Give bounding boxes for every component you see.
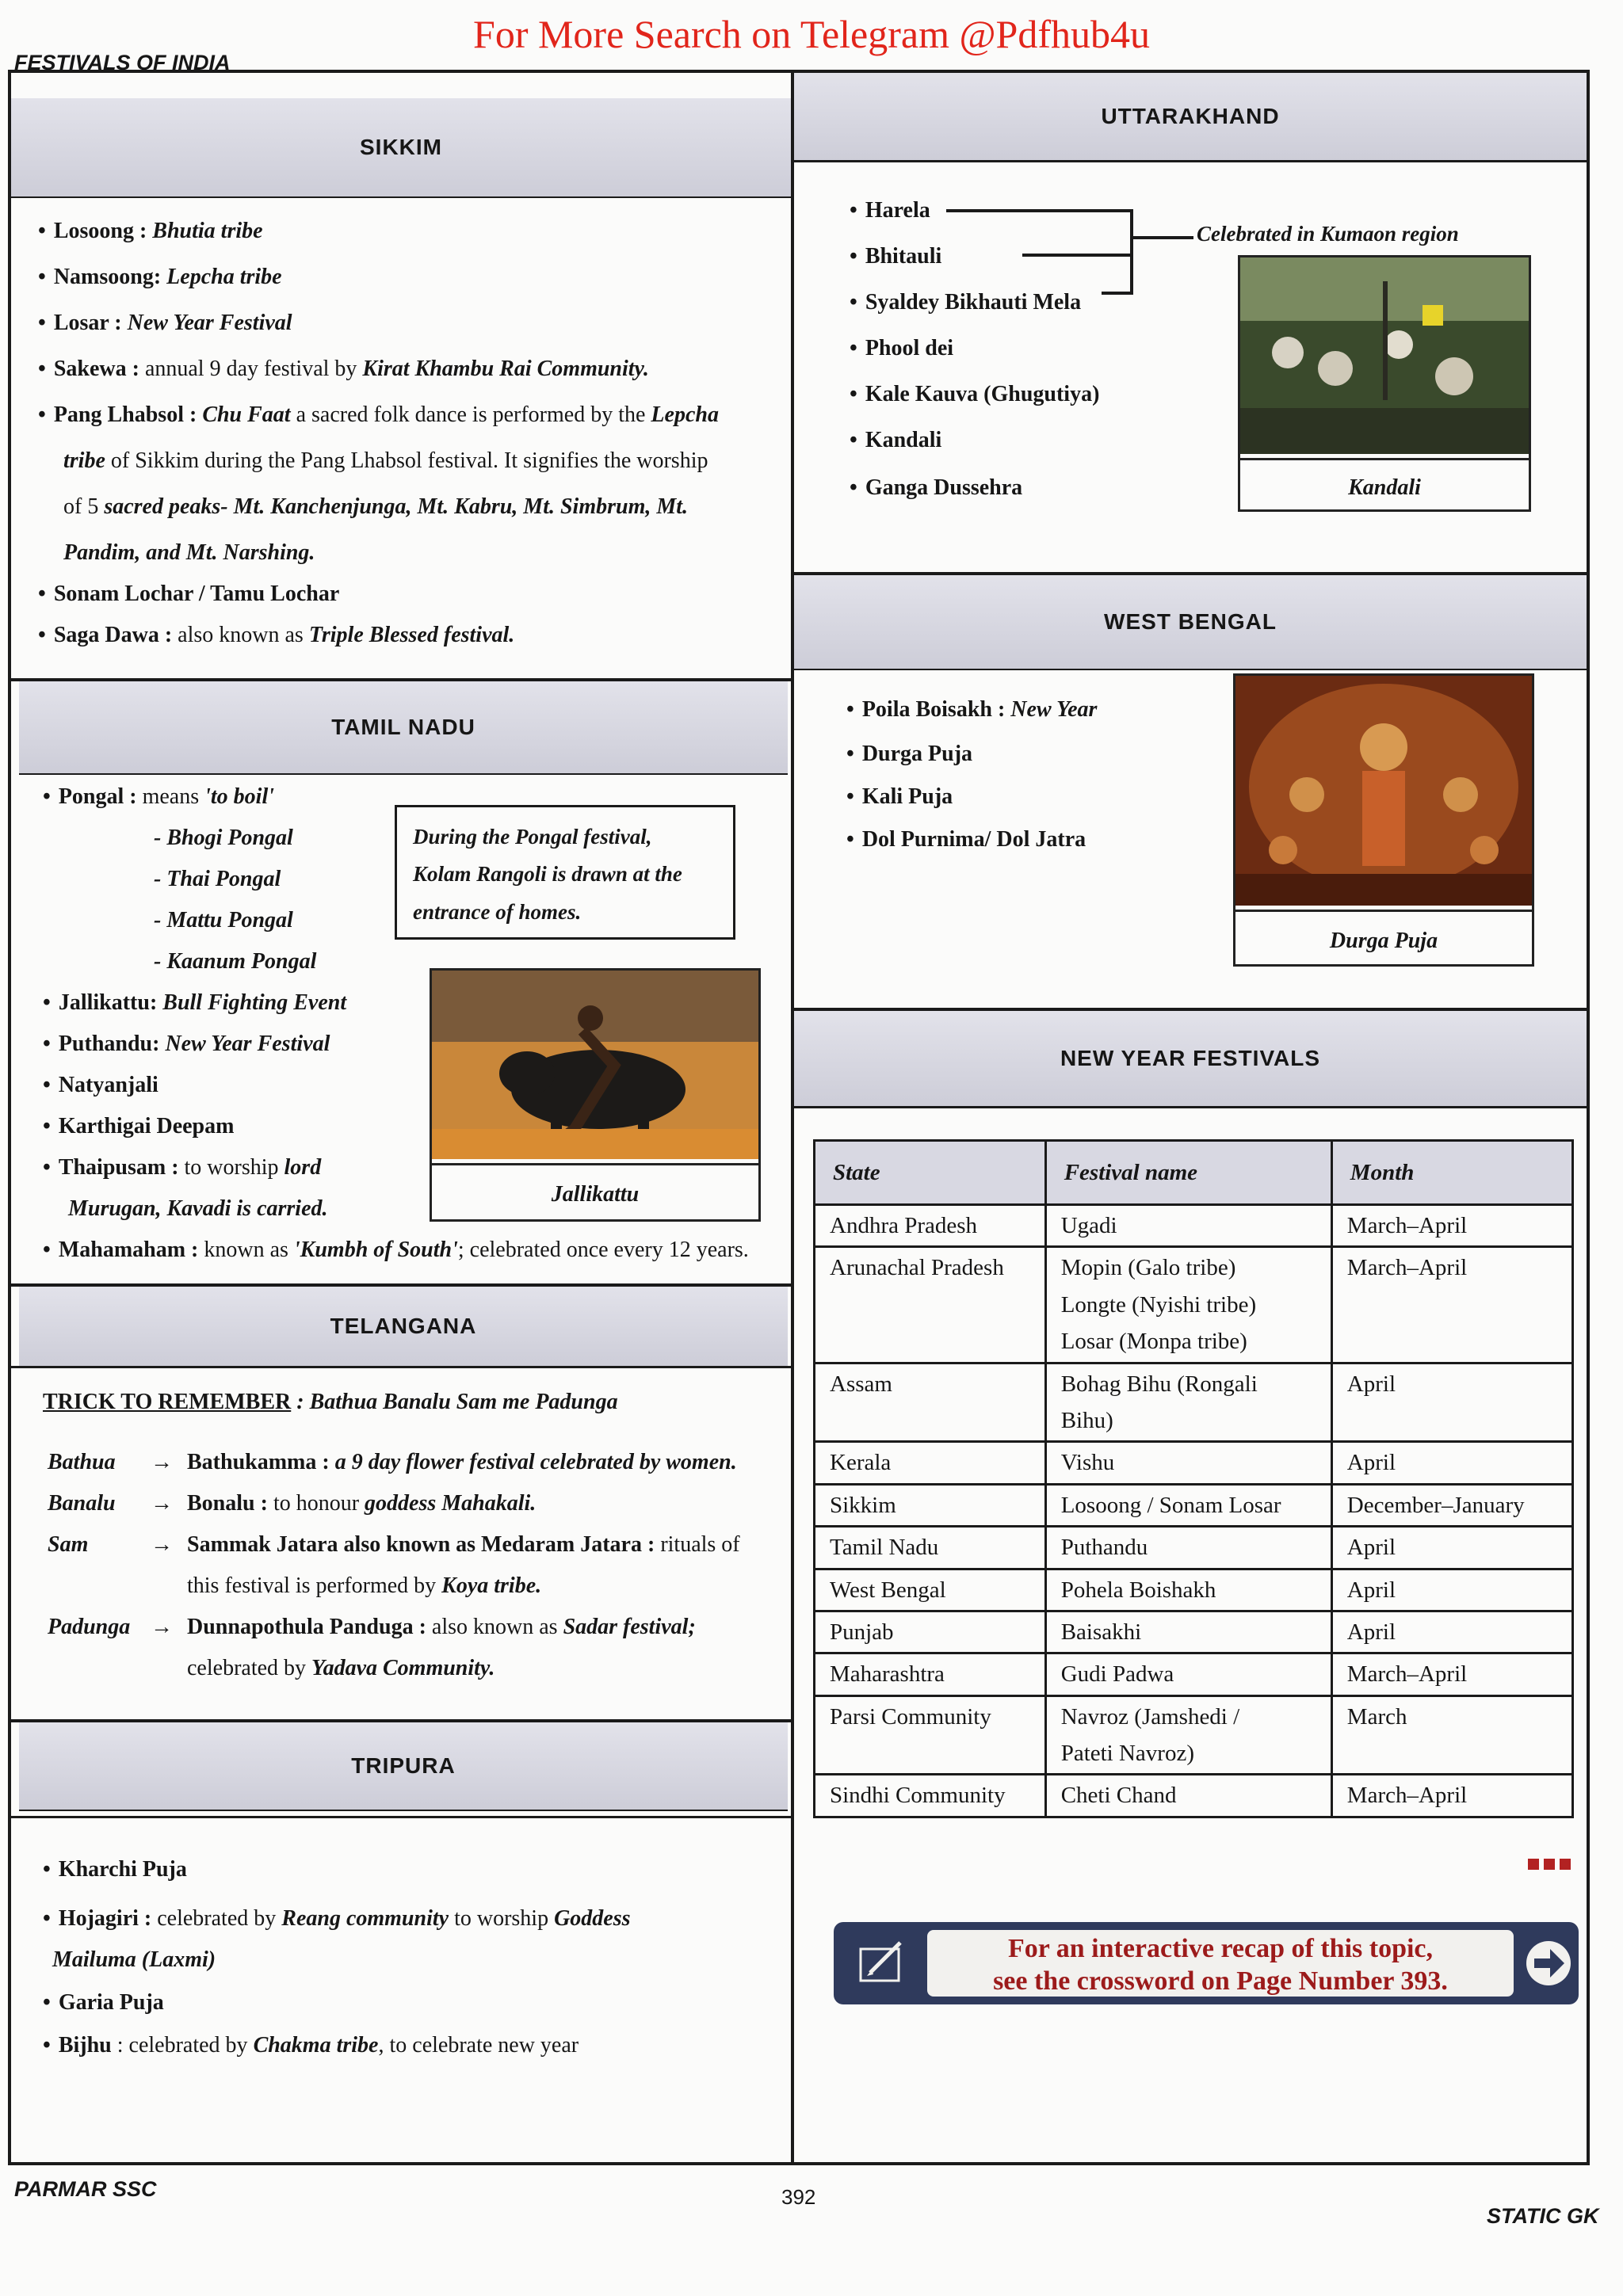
trick-line [43, 1390, 618, 1414]
uttarakhand-title: UTTARAKHAND [1101, 104, 1280, 128]
cell-month: April [1331, 1363, 1572, 1442]
cell-month: April [1331, 1611, 1572, 1653]
list-item: • Jallikattu: Bull Fighting Event [43, 990, 347, 1015]
table-row [815, 1205, 1573, 1247]
list-item: • Poila Boisakh : New Year [846, 697, 1098, 722]
west-bengal-title: WEST BENGAL [1104, 609, 1277, 634]
table-header-row [815, 1141, 1573, 1205]
cell-festival: Pohela Boishakh [1045, 1569, 1331, 1611]
table-row [815, 1569, 1573, 1611]
list-item-cont: of 5 sacred peaks- Mt. Kanchenjunga, Mt. Kabru, Mt. Simbrum, Mt. [63, 494, 689, 519]
divider [794, 1106, 1587, 1108]
list-item-cont: tribe of Sikkim during the Pang Lhabsol festival. It signifies the worship [63, 448, 708, 473]
recap-line: For an interactive recap of this topic, [1007, 1934, 1434, 1963]
section-header-tamil-nadu [19, 681, 788, 775]
cell-month: March–April [1331, 1775, 1572, 1817]
cell-state: Tamil Nadu [815, 1527, 1046, 1569]
sikkim-title: SIKKIM [360, 135, 442, 159]
section-header-telangana [19, 1287, 788, 1367]
new-year-title: NEW YEAR FESTIVALS [1060, 1046, 1321, 1070]
cell-state: Assam [815, 1363, 1046, 1442]
list-item: • Kharchi Puja [43, 1857, 187, 1882]
list-item: • Hojagiri : celebrated by Reang community to worship Goddess [43, 1906, 631, 1931]
table-row [815, 1363, 1573, 1442]
cell-state: Andhra Pradesh [815, 1205, 1046, 1247]
cell-festival: Puthandu [1045, 1527, 1331, 1569]
list-item: • Pongal : means 'to boil' [43, 784, 275, 809]
list-item-cont: Murugan, Kavadi is carried. [68, 1196, 328, 1221]
list-item: • Saga Dawa : also known as Triple Blessed festival. [38, 623, 515, 647]
page-number: 392 [781, 2185, 816, 2209]
cell-festival: Losoong / Sonam Losar [1045, 1484, 1331, 1526]
table-row [815, 1484, 1573, 1526]
trick-row: Sammak Jatara also known as Medaram Jatara : rituals of [187, 1532, 740, 1557]
cell-festival: Mopin (Galo tribe) Longte (Nyishi tribe) Losar (Monpa tribe) [1045, 1247, 1331, 1363]
cell-state: Arunachal Pradesh [815, 1247, 1046, 1363]
trick-row: Bathukamma : a 9 day flower festival celebrated by women. [187, 1450, 737, 1474]
list-item: • Pang Lhabsol : Chu Faat a sacred folk dance is performed by the Lepcha [38, 402, 719, 427]
list-item: • Puthandu: New Year Festival [43, 1032, 330, 1056]
cell-festival: Vishu [1045, 1442, 1331, 1484]
tripura-title: TRIPURA [351, 1753, 456, 1778]
list-item: • Garia Puja [43, 1990, 164, 2015]
cell-state: West Bengal [815, 1569, 1046, 1611]
arrow-icon: → [151, 1615, 173, 1639]
arrow-icon: → [151, 1491, 173, 1516]
arrow-icon: → [151, 1532, 173, 1557]
cell-month: March–April [1331, 1247, 1572, 1363]
footer-right: STATIC GK [1487, 2204, 1599, 2228]
trick-row-cont: this festival is performed by Koya tribe. [187, 1573, 542, 1598]
kumaon-note: Celebrated in Kumaon region [1197, 222, 1459, 246]
trick-label: TRICK TO REMEMBER [43, 1390, 292, 1414]
table-row [815, 1247, 1573, 1363]
trick-row: Bonalu : to honour goddess Mahakali. [187, 1491, 537, 1516]
list-item: • Phool dei [850, 336, 954, 360]
list-item: • Losar : New Year Festival [38, 311, 292, 335]
cell-state: Parsi Community [815, 1695, 1046, 1775]
list-item: • Bhitauli [850, 244, 942, 269]
crossword-recap-banner[interactable] [834, 1922, 1579, 2004]
new-year-table-wrap [813, 1139, 1574, 1818]
cell-festival: Bohag Bihu (Rongali Bihu) [1045, 1363, 1331, 1442]
telangana-list [43, 1390, 788, 1691]
cell-month: March–April [1331, 1653, 1572, 1695]
list-item: • Kale Kauva (Ghugutiya) [850, 382, 1100, 406]
kumaon-bracket [943, 193, 1197, 304]
list-item: • Kali Puja [846, 784, 953, 809]
section-header-sikkim [11, 98, 791, 198]
cell-festival: Ugadi [1045, 1205, 1331, 1247]
kandali-photo [1238, 255, 1531, 512]
trick-key: Padunga [48, 1615, 131, 1639]
divider [11, 1816, 791, 1818]
cell-month: April [1331, 1442, 1572, 1484]
list-item: • Natyanjali [43, 1073, 158, 1097]
kandali-caption: Kandali [1240, 458, 1529, 512]
durga-puja-image [1235, 676, 1532, 906]
list-item: • Sonam Lochar / Tamu Lochar [38, 582, 340, 606]
column-divider [791, 70, 794, 2165]
trick-row-cont: celebrated by Yadava Community. [187, 1656, 495, 1680]
list-item: • Karthigai Deepam [43, 1114, 235, 1138]
list-item: • Ganga Dussehra [850, 475, 1023, 500]
telangana-title: TELANGANA [330, 1314, 477, 1338]
list-item: • Syaldey Bikhauti Mela [850, 290, 1082, 315]
cell-month: March [1331, 1695, 1572, 1775]
list-item-cont: Pandim, and Mt. Narshing. [63, 540, 315, 565]
trick-key: Bathua [48, 1450, 116, 1474]
table-row [815, 1775, 1573, 1817]
list-item: • Thaipusam : to worship lord [43, 1155, 322, 1180]
arrow-right-icon [1523, 1932, 1574, 1995]
decor-squares [1528, 1859, 1575, 1870]
jallikattu-photo [430, 968, 761, 1222]
divider [11, 1366, 791, 1368]
trick-key: Sam [48, 1532, 89, 1557]
list-item: • Durga Puja [846, 742, 973, 766]
telegram-banner: For More Search on Telegram @Pdfhub4u [473, 12, 1150, 56]
cell-festival: Navroz (Jamshedi / Pateti Navroz) [1045, 1695, 1331, 1775]
list-item: • Namsoong: Lepcha tribe [38, 265, 282, 289]
durga-puja-photo [1233, 673, 1534, 967]
pongal-sub-item: - Mattu Pongal [154, 908, 293, 933]
column-header: State [815, 1141, 1046, 1205]
trick-row: Dunnapothula Panduga : also known as Sadar festival; [187, 1615, 696, 1639]
cell-month: December–January [1331, 1484, 1572, 1526]
list-item: • Dol Purnima/ Dol Jatra [846, 827, 1086, 852]
list-item: • Harela [850, 198, 930, 223]
cell-month: April [1331, 1569, 1572, 1611]
note-line: entrance of homes. [413, 899, 582, 924]
list-item: • Bijhu : celebrated by Chakma tribe, to celebrate new year [43, 2033, 579, 2058]
new-year-table [813, 1139, 1574, 1818]
page-header: FESTIVALS OF INDIA [14, 51, 231, 74]
table-row [815, 1442, 1573, 1484]
section-header-tripura [19, 1722, 788, 1811]
cell-state: Maharashtra [815, 1653, 1046, 1695]
jallikattu-caption: Jallikattu [432, 1163, 758, 1222]
table-row [815, 1653, 1573, 1695]
cell-state: Sikkim [815, 1484, 1046, 1526]
recap-line: see the crossword on Page Number 393. [993, 1966, 1448, 1996]
section-header-west-bengal [794, 575, 1587, 670]
pongal-sub-item: - Kaanum Pongal [154, 949, 317, 974]
jallikattu-image [432, 971, 758, 1159]
durga-puja-caption: Durga Puja [1235, 910, 1532, 967]
section-header-uttarakhand [794, 73, 1587, 162]
table-row [815, 1695, 1573, 1775]
pongal-sub-item: - Bhogi Pongal [154, 826, 293, 850]
sikkim-list [38, 219, 783, 662]
cell-festival: Baisakhi [1045, 1611, 1331, 1653]
list-item-cont: Mailuma (Laxmi) [52, 1947, 216, 1972]
list-item: • Sakewa : annual 9 day festival by Kirat Khambu Rai Community. [38, 357, 649, 381]
list-item: • Kandali [850, 428, 942, 452]
table-row [815, 1611, 1573, 1653]
divider [794, 160, 1587, 162]
note-line: During the Pongal festival, [413, 825, 652, 849]
section-header-new-year [794, 1011, 1587, 1108]
recap-text-box [927, 1930, 1514, 1997]
list-item: • Losoong : Bhutia tribe [38, 219, 263, 243]
pongal-note-box [395, 805, 735, 940]
column-header: Festival name [1045, 1141, 1331, 1205]
list-item: • Mahamaham : known as 'Kumbh of South'; celebrated once every 12 years. [43, 1238, 749, 1262]
cell-month: March–April [1331, 1205, 1572, 1247]
cell-festival: Gudi Padwa [1045, 1653, 1331, 1695]
cell-month: April [1331, 1527, 1572, 1569]
cell-state: Kerala [815, 1442, 1046, 1484]
tamil-nadu-title: TAMIL NADU [331, 715, 475, 739]
cell-festival: Cheti Chand [1045, 1775, 1331, 1817]
pongal-sub-item: - Thai Pongal [154, 867, 281, 891]
west-bengal-list [846, 697, 1227, 871]
trick-key: Banalu [48, 1491, 116, 1516]
arrow-icon: → [151, 1450, 173, 1474]
pen-paper-icon [856, 1938, 911, 1989]
footer-left: PARMAR SSC [14, 2177, 157, 2201]
note-line: Kolam Rangoli is drawn at the [413, 862, 682, 887]
column-header: Month [1331, 1141, 1572, 1205]
trick-text: : Bathua Banalu Sam me Padunga [296, 1390, 618, 1414]
table-row [815, 1527, 1573, 1569]
tripura-list [43, 1857, 788, 2063]
cell-state: Punjab [815, 1611, 1046, 1653]
cell-state: Sindhi Community [815, 1775, 1046, 1817]
kandali-image [1240, 257, 1529, 454]
